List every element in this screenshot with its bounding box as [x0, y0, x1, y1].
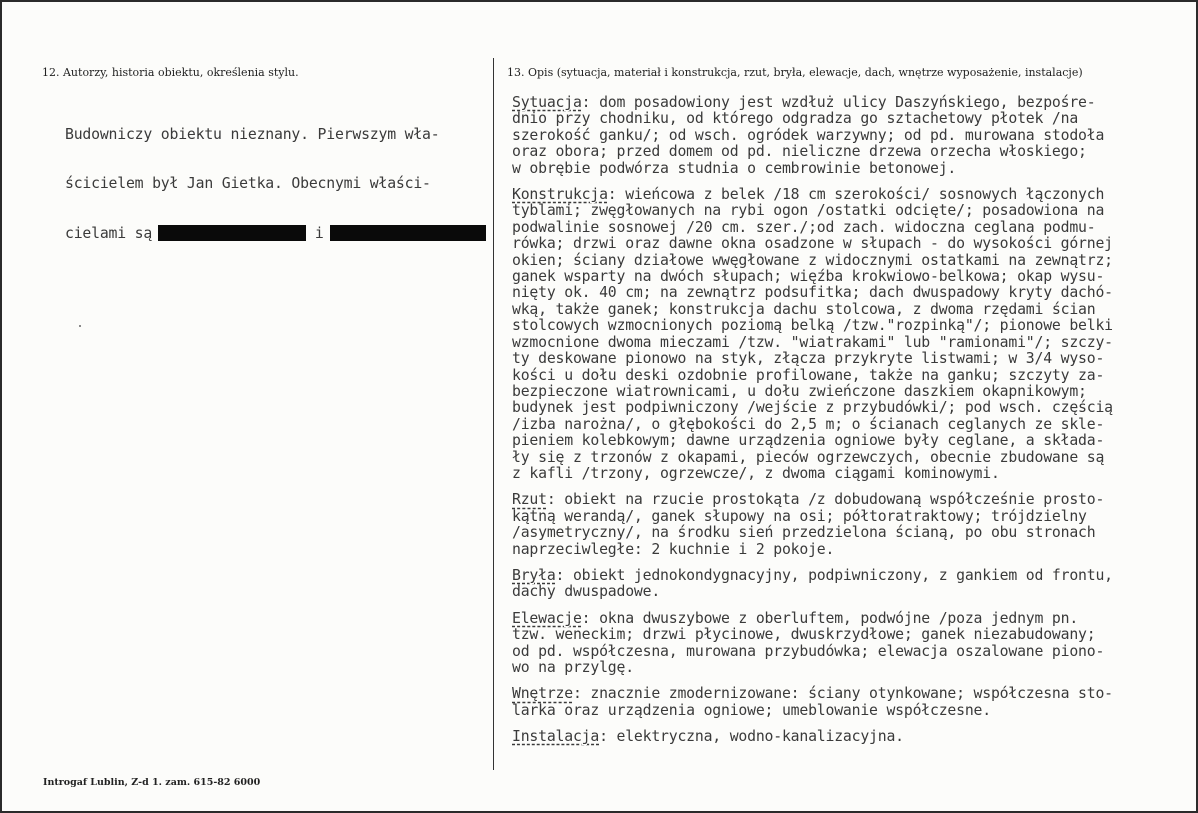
- line-text: : znacznie zmodernizowane: ściany otynkowane; współczesna sto-: [572, 685, 1113, 703]
- line-text: okien; ściany działowe wwęgłowane z widocznymi ostatkami na zewnątrz;: [512, 251, 1113, 269]
- description-line: [512, 144, 1192, 160]
- authors-history-text: [65, 94, 489, 275]
- paper-speck: [79, 325, 81, 327]
- section-label: Konstrukcja: [512, 186, 608, 204]
- description-line: [512, 220, 1192, 236]
- description-line: [512, 660, 1192, 676]
- line-text: rówka; drzwi oraz dawne okna osadzone w słupach - do wysokości górnej: [512, 235, 1113, 253]
- description-line: [512, 302, 1192, 318]
- line-text: dnio przy chodniku, od którego odgradza go sztachetowy płotek /na: [512, 110, 1079, 128]
- description-line: [512, 525, 1192, 541]
- line-text: szerokość ganku/; od wsch. ogródek warzywny; od pd. murowana stodoła: [512, 126, 1105, 144]
- description-line: [512, 542, 1192, 558]
- section-bryła: [512, 568, 1192, 601]
- section-label: Sytuacja: [512, 94, 582, 111]
- description-line: [512, 627, 1192, 643]
- line-text: /izba narożna/, o głębokości do 2,5 m; o ścianach ceglanych ze skle-: [512, 415, 1105, 433]
- section-12-heading: 12. Autorzy, historia obiektu, określenia stylu.: [42, 66, 299, 79]
- line-text: pieniem kolebkowym; dawne urządzenia ogniowe były ceglane, a składa-: [512, 432, 1105, 450]
- line-text: budynek jest podpiwniczony /wejście z przybudówki/; pod wsch. częścią: [512, 399, 1113, 417]
- description-line: [512, 644, 1192, 660]
- line-text: : obiekt na rzucie prostokąta /z dobudowaną współcześnie prosto-: [546, 491, 1105, 509]
- description-line: [512, 433, 1192, 449]
- description-line: [512, 253, 1192, 269]
- section-label: Instalacja: [512, 728, 600, 746]
- line-text: : wieńcowa z belek /18 cm szerokości/ sosnowych łączonych: [607, 186, 1105, 204]
- left-line-2: ścicielem był Jan Gietka. Obecnymi właści-: [65, 175, 431, 193]
- description-line: [512, 128, 1192, 144]
- description-line: [512, 703, 1192, 719]
- description-line: [512, 611, 1192, 627]
- left-line-3-text: cielami są: [65, 225, 153, 243]
- left-line-1: Budowniczy obiektu nieznany. Pierwszym wła-: [65, 125, 440, 143]
- line-text: wzmocnione dwoma mieczami /tzw. "wiatrakami" lub "ramionami"/; szczy-: [512, 333, 1113, 351]
- description-line: [512, 492, 1192, 508]
- section-label: Elewacje: [512, 609, 582, 627]
- line-text: ganek wsparty na dwóch słupach; więźba krokwiowo-belkowa; okap wysu-: [512, 268, 1105, 286]
- redacted-owner-1: [158, 225, 306, 241]
- description-line: [512, 335, 1192, 351]
- section-label: Wnętrze: [512, 685, 573, 703]
- line-text: kątną werandą/, ganek słupowy na osi; półtoratraktowy; trójdzielny: [512, 507, 1087, 525]
- description-line: [512, 568, 1192, 584]
- line-text: tyblami; zwęgłowanych na rybi ogon /ostatki odcięte/; posadowiona na: [512, 202, 1105, 220]
- section-13-heading: 13. Opis (sytuacja, materiał i konstrukcja, rzut, bryła, elewacje, dach, wnętrze wyposażenie, instalacje): [507, 66, 1083, 79]
- printer-footer: Introgaf Lublin, Z-d 1. zam. 615-82 6000: [43, 777, 261, 788]
- line-text: dachy dwuspadowe.: [512, 583, 661, 601]
- line-text: wo na przylgę.: [512, 659, 634, 676]
- description-line: [512, 161, 1192, 177]
- description-line: [512, 203, 1192, 219]
- section-instalacja: [512, 729, 1192, 745]
- line-text: z kafli /trzony, ogrzewcze/, z dwoma ciągami kominowymi.: [512, 464, 1000, 482]
- description-line: [512, 686, 1192, 702]
- section-wnętrze: [512, 686, 1192, 719]
- description-line: [512, 450, 1192, 466]
- section-rzut: [512, 492, 1192, 558]
- section-label: Rzut: [512, 491, 547, 509]
- line-text: : obiekt jednokondygnacyjny, podpiwniczony, z gankiem od frontu,: [555, 566, 1113, 584]
- line-text: bezpieczone wiatrownicami, u dołu zwieńczone daszkiem okapnikowym;: [512, 382, 1087, 400]
- line-text: wką, także ganek; konstrukcja dachu stolcowa, z dwoma rzędami ścian: [512, 300, 1096, 318]
- description-line: [512, 417, 1192, 433]
- section-elewacje: [512, 611, 1192, 677]
- line-text: /asymetryczny/, na środku sień przedzielona ścianą, po obu stronach: [512, 524, 1096, 542]
- column-divider: [493, 58, 494, 770]
- line-text: larka oraz urządzenia ogniowe; umeblowanie współczesne.: [512, 701, 991, 719]
- description-line: [512, 111, 1192, 127]
- line-text: od pd. współczesna, murowana przybudówka; elewacja oszalowane piono-: [512, 642, 1105, 660]
- description-text: [512, 95, 1192, 756]
- description-line: [512, 351, 1192, 367]
- line-text: naprzeciwległe: 2 kuchnie i 2 pokoje.: [512, 540, 835, 558]
- description-line: [512, 584, 1192, 600]
- section-konstrukcja: [512, 187, 1192, 482]
- description-line: [512, 384, 1192, 400]
- section-sytuacja: [512, 95, 1192, 177]
- line-text: oraz obora; przed domem od pd. nieliczne drzewa orzecha włoskiego;: [512, 143, 1087, 161]
- description-line: [512, 285, 1192, 301]
- line-text: w obrębie podwórza studnia o cembrowinie betonowej.: [512, 159, 957, 177]
- description-line: [512, 236, 1192, 252]
- line-text: ty deskowane pionowo na styk, złącza przykryte listwami; w 3/4 wyso-: [512, 350, 1105, 368]
- owners-connector: i: [314, 225, 324, 243]
- line-text: nięty ok. 40 cm; na zewnątrz podsufitka; dach dwuspadowy kryty dachó-: [512, 284, 1113, 302]
- line-text: : okna dwuszybowe z oberluftem, podwójne /poza jednym pn.: [581, 609, 1079, 627]
- description-line: [512, 466, 1192, 482]
- line-text: tzw. weneckim; drzwi płycinowe, dwuskrzydłowe; ganek niezabudowany;: [512, 626, 1096, 644]
- line-text: stolcowych wzmocnionych poziomą belką /tzw."rozpinką"/; pionowe belki: [512, 317, 1113, 335]
- line-text: : elektryczna, wodno-kanalizacyjna.: [599, 728, 904, 746]
- line-text: ły się z trzonów z okapami, pieców ogrzewczych, obecnie zbudowane są: [512, 448, 1105, 466]
- line-text: kości u dołu deski ozdobnie profilowane, także na ganku; szczyty za-: [512, 366, 1105, 384]
- description-line: [512, 187, 1192, 203]
- description-line: [512, 269, 1192, 285]
- description-line: [512, 318, 1192, 334]
- line-text: : dom posadowiony jest wzdłuż ulicy Daszyńskiego, bezpośre-: [581, 94, 1096, 111]
- left-line-3: [65, 225, 489, 242]
- redacted-owner-2: [330, 225, 486, 241]
- description-line: [512, 400, 1192, 416]
- description-line: [512, 368, 1192, 384]
- description-line: [512, 509, 1192, 525]
- description-line: [512, 95, 1192, 111]
- line-text: podwalinie sosnowej /20 cm. szer./;od zach. widoczna ceglana podmu-: [512, 218, 1096, 236]
- section-label: Bryła: [512, 566, 556, 584]
- description-line: [512, 729, 1192, 745]
